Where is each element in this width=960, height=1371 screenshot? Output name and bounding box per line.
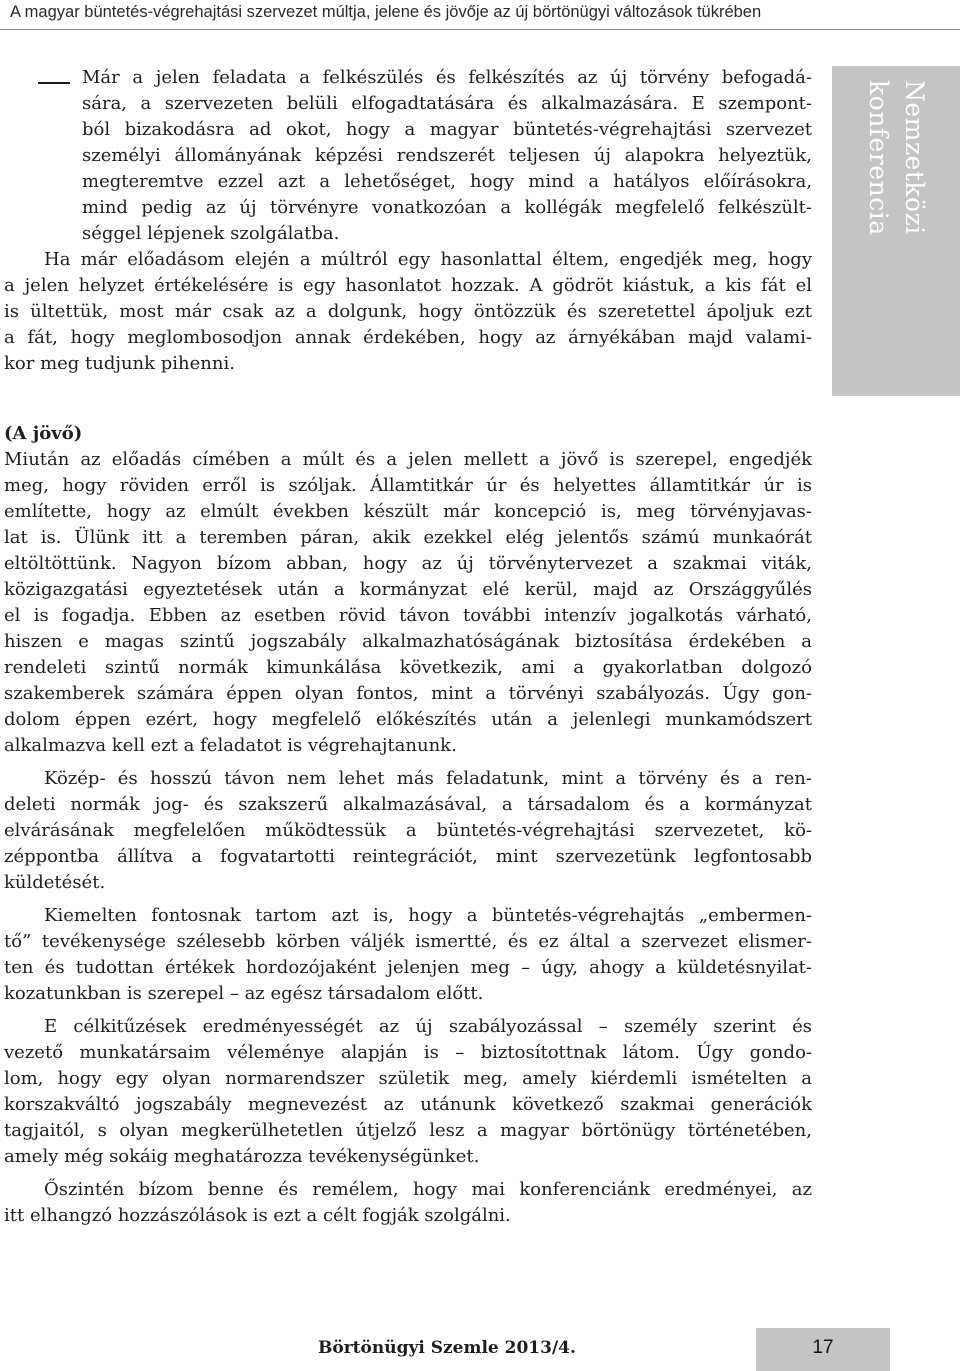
side-tab-line1: Nemzetközi: [900, 80, 929, 235]
text-line: említette, hogy az elmúlt években készült már koncepció is, meg törvényjavas-: [4, 501, 812, 522]
text-line: Őszintén bízom benne és remélem, hogy mai konferenciánk eredményei, az: [44, 1179, 812, 1200]
text-line: kor meg tudjunk pihenni.: [4, 353, 235, 374]
text-line: szakemberek számára éppen olyan fontos, mint a törvényi szabályozás. Úgy gon-: [4, 683, 812, 704]
section-heading: (A jövő): [4, 423, 83, 444]
text-line: ten és tudottan értékek hordozójaként jelenjen meg – úgy, ahogy a küldetésnyilat-: [4, 957, 812, 978]
text-line: küldetését.: [4, 872, 106, 893]
running-header-title: A magyar büntetés-végrehajtási szervezet múltja, jelene és jövője az új börtönügyi változások tükrében: [10, 3, 762, 21]
text-line: lat is. Ülünk itt a teremben páran, akik ezekkel elég jelentős számú munkaórát: [4, 527, 812, 548]
running-header: [0, 0, 960, 30]
text-line: rendeleti szintű normák kimunkálása következik, ami a gyakorlatban dolgozó: [4, 657, 812, 678]
text-line: Közép- és hosszú távon nem lehet más feladatunk, mint a törvény és a ren-: [44, 768, 812, 789]
text-line: meg, hogy röviden erről is szóljak. Államtitkár úr és helyettes államtitkár úr is: [4, 475, 812, 496]
page-number-box: [756, 1328, 890, 1371]
text-line: ból bizakodásra ad okot, hogy a magyar büntetés-végrehajtási szervezet: [82, 119, 812, 140]
text-line: Kiemelten fontosnak tartom azt is, hogy a büntetés-végrehajtás „embermen-: [44, 905, 812, 926]
text-line: deleti normák jog- és szakszerű alkalmazásával, a társadalom és a kormányzat: [4, 794, 812, 815]
text-line: személyi állományának képzési rendszerét teljesen új alapokra helyeztük,: [82, 145, 812, 166]
text-line: alkalmazva kell ezt a feladatot is végrehajtanunk.: [4, 735, 457, 756]
text-line: zéppontba állítva a fogvatartotti reintegrációt, mint szervezetünk legfontosabb: [4, 846, 812, 867]
text-line: séggel lépjenek szolgálatba.: [82, 223, 340, 244]
text-line: megteremtve ezzel azt a lehetőséget, hogy mind a hatályos előírásokra,: [82, 171, 812, 192]
text-line: amely még sokáig meghatározza tevékenységünket.: [4, 1146, 480, 1167]
text-line: Már a jelen feladata a felkészülés és felkészítés az új törvény befogadá-: [82, 67, 812, 88]
text-line: tagjaitól, s olyan megkerülhetetlen útjelző lesz a magyar börtönügy történetében,: [4, 1120, 812, 1141]
text-line: kozatunkban is szerepel – az egész társadalom előtt.: [4, 983, 484, 1004]
footer-journal-title: Börtönügyi Szemle 2013/4.: [318, 1338, 576, 1358]
text-line: sára, a szervezeten belüli elfogadtatására és alkalmazására. E szempont-: [82, 93, 812, 114]
side-tab-line2: konferencia: [864, 80, 893, 236]
text-line: a jelen helyzet értékelésére is egy hasonlatot hozzak. A gödröt kiástuk, a kis fát el: [4, 275, 812, 296]
text-line: vezető munkatársaim véleménye alapján is – biztosítottnak látom. Úgy gondo-: [4, 1042, 812, 1063]
text-line: közigazgatási egyeztetések után a kormányzat elé kerül, majd az Országgyűlés: [4, 579, 812, 600]
text-line: elvárásának megfelelően működtessük a büntetés-végrehajtási szervezetet, kö-: [4, 820, 812, 841]
page-number: 17: [812, 1337, 834, 1358]
text-line: hiszen e magas szintű jogszabály alkalmazhatóságának biztosítása érdekében a: [4, 631, 812, 652]
list-dash: [38, 82, 70, 84]
text-line: is ültettük, most már csak az a dolgunk, hogy öntözzük és szeretettel ápoljuk ezt: [4, 301, 812, 322]
text-line: el is fogadja. Ebben az esetben rövid távon további intenzív jogalkotás várható,: [4, 605, 812, 626]
side-tab: [832, 66, 960, 396]
text-line: tő” tevékenysége szélesebb körben váljék ismertté, és ez által a szervezet elismer-: [4, 931, 812, 952]
text-line: a fát, hogy meglombosodjon annak érdekében, hogy az árnyékában majd valami-: [4, 327, 812, 348]
text-line: mind pedig az új törvényre vonatkozóan a kollégák megfelelő felkészült-: [82, 197, 812, 218]
text-line: Ha már előadásom elején a múltról egy hasonlattal éltem, engedjék meg, hogy: [44, 249, 812, 270]
text-line: korszakváltó jogszabály megnevezést az utánunk következő szakmai generációk: [4, 1094, 812, 1115]
text-line: eltöltöttünk. Nagyon bízom abban, hogy az új törvénytervezet a szakmai viták,: [4, 553, 812, 574]
text-line: lom, hogy egy olyan normarendszer születik meg, amely kiérdemli ismételten a: [4, 1068, 812, 1089]
text-line: itt elhangzó hozzászólások is ezt a célt fogják szolgálni.: [4, 1205, 511, 1226]
text-line: E célkitűzések eredményességét az új szabályozással – személy szerint és: [44, 1016, 812, 1037]
text-line: Miután az előadás címében a múlt és a jelen mellett a jövő is szerepel, engedjék: [4, 449, 812, 470]
text-line: dolom éppen ezért, hogy megfelelő előkészítés után a jelenlegi munkamódszert: [4, 709, 812, 730]
